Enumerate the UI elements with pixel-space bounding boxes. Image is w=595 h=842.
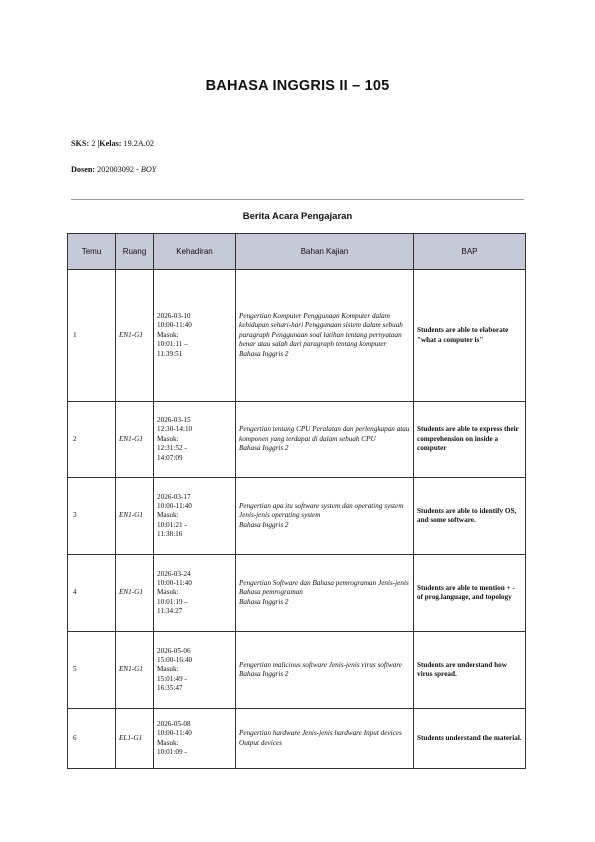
kehadiran-cell: 2026-03-10 10:00-11:40 Masuk: 10:01:11 – 11:39:51 (154, 270, 236, 402)
bahan-topic: Pengertian hardware Jenis-jenis hardware Input devices Output devices (239, 729, 402, 747)
bahan-kajian-cell (236, 270, 414, 402)
bahan-topic: Pengertian apa itu software system dan operating system Jenis-jenis operating system (239, 501, 404, 520)
column-header-temu: Temu (68, 234, 116, 270)
bap-table (67, 233, 526, 769)
table-row (68, 555, 526, 632)
temu-cell: 1 (68, 270, 116, 402)
divider (71, 199, 524, 200)
table-row (68, 478, 526, 555)
ruang-cell: EN1-G1 (116, 632, 154, 709)
dosen-label: Dosen: (71, 165, 96, 174)
temu-cell: 5 (68, 632, 116, 709)
bap-cell: Students are able to express their comprehension on inside a computer (414, 402, 526, 478)
bap-cell: Students are understand how virus spread. (414, 632, 526, 709)
bahan-topic: Pengertian Komputer Penggunaan Komputer dalam kehidupan sehari-hari Penggunaan sistem dalam sebuah paragraph Penggunaan soal latihan tentang pernyataan benar atau salah dari paragraph tentang komputer (239, 312, 403, 349)
ruang-cell: EN1-G1 (116, 478, 154, 555)
column-header-kehadiran: Kehadiran (154, 234, 236, 270)
column-header-bahan-kajian: Bahan Kajian (236, 234, 414, 270)
dosen-code: 202003092 (97, 165, 134, 174)
ruang-cell: EN1-G1 (116, 270, 154, 402)
kehadiran-cell: 2026-05-08 10:00-11:40 Masuk: 10:01:09 - (154, 709, 236, 769)
bahan-kajian-cell (236, 555, 414, 632)
table-row (68, 632, 526, 709)
bap-cell: Students understand the material. (414, 709, 526, 769)
bahan-kajian-cell (236, 709, 414, 769)
column-header-bap: BAP (414, 234, 526, 270)
table-header-row (68, 234, 526, 270)
kelas-value: 19.2A.02 (123, 139, 155, 148)
sks-label: SKS: (71, 139, 90, 148)
bap-cell: Students are able to identify OS, and some software. (414, 478, 526, 555)
temu-cell: 3 (68, 478, 116, 555)
dosen-name: BOY (140, 165, 157, 174)
ruang-cell: EN1-G1 (116, 555, 154, 632)
temu-cell: 4 (68, 555, 116, 632)
ruang-cell: EN1-G1 (116, 402, 154, 478)
table-row (68, 270, 526, 402)
sks-kelas-line (71, 139, 154, 148)
bahan-topic: Pengertian malicious software Jenis-jenis virus software (239, 660, 402, 669)
table-row (68, 709, 526, 769)
dosen-line: Dosen: 202003092 - BOY (71, 165, 157, 174)
bap-cell: Students are able to elaborate "what a computer is" (414, 270, 526, 402)
ruang-cell: EL1-G1 (116, 709, 154, 769)
bahan-course: Bahasa Inggris 2 (239, 597, 289, 606)
bahan-course: Bahasa Inggris 2 (239, 520, 289, 529)
section-title: Berita Acara Pengajaran (242, 211, 353, 222)
temu-cell: 2 (68, 402, 116, 478)
sks-value: 2 (91, 139, 96, 148)
bahan-kajian-cell (236, 402, 414, 478)
separator: | (97, 139, 100, 148)
bahan-course: Bahasa Inggris 2 (239, 444, 289, 453)
kehadiran-cell: 2026-03-17 10:00-11:40 Masuk: 10:01:21 - 11:38:16 (154, 478, 236, 555)
bahan-course: Bahasa Inggris 2 (239, 670, 289, 678)
bap-cell: Students are able to mention + - of prog.language, and topology (414, 555, 526, 632)
kehadiran-cell: 2026-03-15 12:30-14:10 Masuk: 12:31:52 - 14:07:09 (154, 402, 236, 478)
table-row (68, 402, 526, 478)
temu-cell: 6 (68, 709, 116, 769)
bahan-kajian-cell (236, 478, 414, 555)
bahan-course: Bahasa Inggris 2 (239, 349, 289, 358)
kehadiran-cell: 2026-03-24 10:00-11:40 Masuk: 10:01:19 – 11:34:27 (154, 555, 236, 632)
column-header-ruang: Ruang (116, 234, 154, 270)
bahan-topic: Pengertian Software dan Bahasa pemrograman Jenis-jenis Bahasa pemrograman (239, 578, 409, 597)
bahan-topic: Pengertian tentang CPU Peralatan dan perlengkapan atau komponen yang terdapat di dalam sebuah CPU (239, 425, 410, 443)
kehadiran-cell: 2026-05-06 15:00-16:40 Masuk: 15:01:49 - 16:35:47 (154, 632, 236, 709)
document-title: BAHASA INGGRIS II – 105 (205, 78, 390, 94)
bahan-kajian-cell (236, 632, 414, 709)
kelas-label: Kelas: (99, 139, 122, 148)
